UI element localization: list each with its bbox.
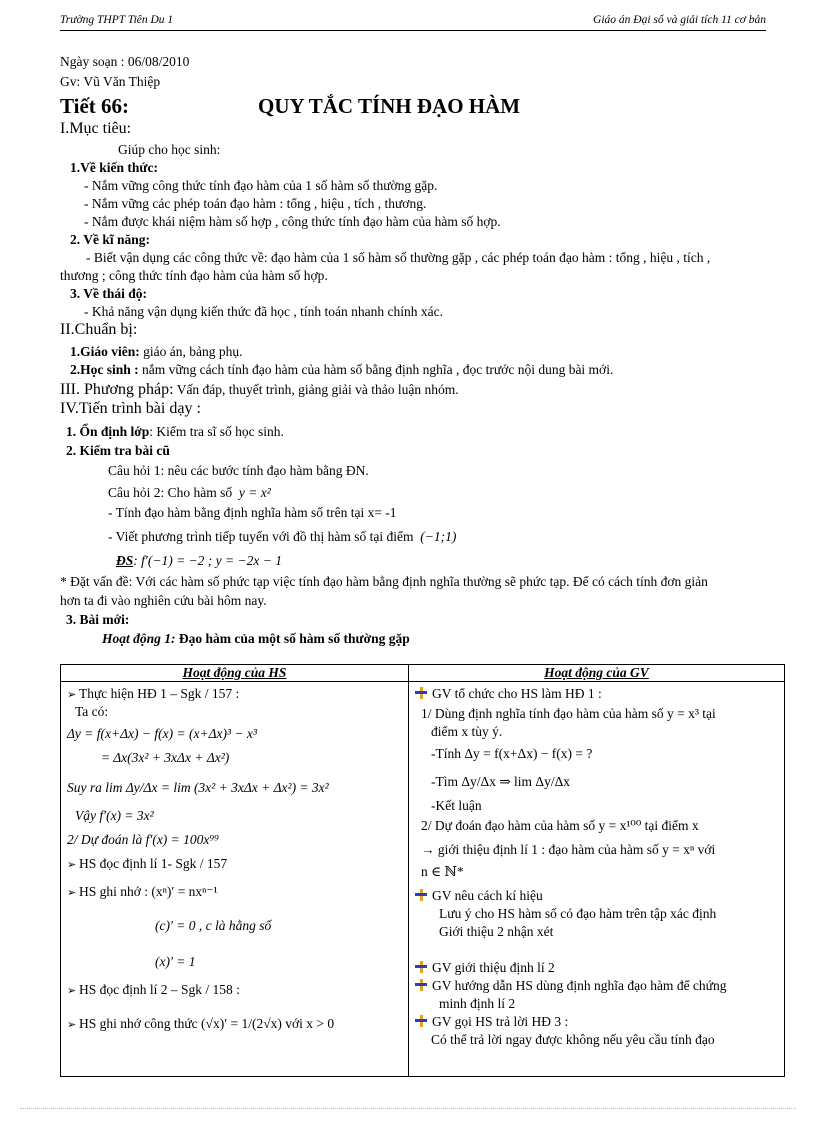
- teacher-prep-label: 1.Giáo viên:: [70, 344, 140, 359]
- teacher-name: Gv: Vũ Văn Thiệp: [60, 74, 161, 89]
- old-lesson-check-label: 2. Kiểm tra bài cũ: [66, 443, 170, 458]
- activity-line: [67, 686, 239, 703]
- student-prep-label: 2.Học sinh :: [70, 362, 139, 377]
- page-header: [60, 14, 766, 31]
- activity-line: [415, 960, 555, 976]
- activity-text: Đạo hàm của một số hàm số thường gặp: [175, 631, 410, 646]
- activity-text: GV hướng dẫn HS dùng định nghĩa đạo hàm để chứng: [432, 978, 727, 993]
- activity-line: [439, 996, 515, 1012]
- activity-text: GV gọi HS trả lời HĐ 3 :: [432, 1014, 569, 1029]
- teacher-marker-icon: [415, 1015, 427, 1027]
- activity-text: 1/ Dùng định nghĩa tính đạo hàm của hàm số y = x³ tại: [421, 706, 716, 721]
- activity-line: [67, 856, 227, 873]
- section-method: [60, 382, 459, 398]
- bullet-arrow-icon: ➢: [67, 689, 79, 701]
- activity-text: HS ghi nhớ công thức (√x)′ = 1/(2√x) với x > 0: [78, 1016, 335, 1031]
- activity-text: -Kết luận: [431, 798, 482, 813]
- activity-text: Giới thiệu 2 nhận xét: [439, 924, 554, 939]
- teacher-marker-icon: [415, 979, 427, 991]
- activity-text: n ∈ ℕ*: [421, 864, 464, 879]
- activity-line: [431, 724, 502, 740]
- activity-text: (c)′ = 0 , c là hằng số: [155, 918, 272, 933]
- activity-text: → giới thiệu định lí 1 : đạo hàm của hàm số y = xⁿ với: [421, 842, 716, 857]
- column-header-student: Hoạt động của HS: [61, 665, 409, 682]
- activity-text: minh định lí 2: [439, 996, 516, 1011]
- activity-line: [421, 864, 464, 880]
- activity-text: (x)′ = 1: [155, 954, 196, 969]
- activity-line: [155, 918, 271, 934]
- section-procedure: IV.Tiến trình bài dạy :: [60, 400, 201, 417]
- activity-line: [155, 954, 196, 970]
- answer: [116, 553, 282, 569]
- activity-title: [102, 631, 410, 647]
- activity-line: [67, 1016, 334, 1033]
- question-2-text: Câu hỏi 2: Cho hàm số: [108, 485, 233, 500]
- page-bottom-border: [20, 1108, 796, 1109]
- teacher-marker-icon: [415, 889, 427, 901]
- activity-line: [421, 818, 699, 834]
- teacher-activities: [409, 682, 784, 1076]
- activity-text: 2/ Dự đoán đạo hàm của hàm số y = x¹⁰⁰ tại điểm x: [421, 818, 699, 833]
- new-lesson-label: 3. Bài mới:: [66, 612, 130, 627]
- activity-line: [421, 706, 716, 722]
- activity-line: [67, 982, 240, 999]
- question-1: Câu hỏi 1: nêu các bước tính đạo hàm bằng ĐN.: [108, 463, 369, 478]
- activity-line: [67, 832, 219, 848]
- knowledge-heading: 1.Về kiến thức:: [70, 160, 158, 175]
- activity-line: [431, 1032, 715, 1048]
- activity-label: Hoạt động 1:: [102, 631, 176, 646]
- bullet-arrow-icon: ➢: [67, 859, 79, 871]
- question-2b-math: (−1;1): [420, 529, 457, 544]
- student-prep: [70, 362, 613, 378]
- activity-line: [75, 704, 108, 720]
- activity-line: [415, 978, 727, 994]
- activity-line: [67, 780, 329, 796]
- knowledge-item: - Nắm vững các phép toán đạo hàm : tổng , hiệu , tích , thương.: [84, 196, 427, 211]
- activity-line: [415, 1014, 568, 1030]
- bullet-arrow-icon: ➢: [67, 1019, 79, 1031]
- column-header-teacher: Hoạt động của GV: [409, 665, 785, 682]
- page-title: QUY TẮC TÍNH ĐẠO HÀM: [258, 94, 521, 118]
- activity-text: điểm x tùy ý.: [431, 724, 503, 739]
- activity-text: GV tổ chức cho HS làm HĐ 1 :: [432, 686, 602, 701]
- attitude-item: - Khả năng vận dụng kiến thức đã học , tính toán nhanh chính xác.: [84, 304, 443, 319]
- activity-text: Δy = f(x+Δx) − f(x) = (x+Δx)³ − x³: [67, 726, 257, 741]
- question-2: [108, 485, 271, 501]
- question-2-math: y = x²: [238, 485, 271, 500]
- student-prep-text: nắm vững cách tính đạo hàm của hàm số bằng định nghĩa , đọc trước nội dung bài mới.: [138, 362, 614, 377]
- activity-line: [101, 750, 229, 766]
- objectives-intro: Giúp cho học sinh:: [118, 142, 221, 157]
- activity-line: [67, 726, 257, 742]
- knowledge-item: - Nắm được khái niệm hàm số hợp , công thức tính đạo hàm của hàm số hợp.: [84, 214, 501, 229]
- class-stabilize: [66, 424, 284, 440]
- method-heading: III. Phương pháp:: [60, 381, 174, 398]
- activity-text: -Tính Δy = f(x+Δx) − f(x) = ?: [431, 746, 593, 761]
- activity-line: [415, 686, 602, 702]
- activity-line: [75, 808, 154, 824]
- activity-text: GV nêu cách kí hiệu: [432, 888, 543, 903]
- activity-line: [439, 906, 716, 922]
- section-objectives: I.Mục tiêu:: [60, 120, 132, 137]
- activity-text: HS đọc định lí 1- Sgk / 157: [78, 856, 228, 871]
- activity-line: [67, 884, 218, 901]
- knowledge-item: - Nắm vững công thức tính đạo hàm của 1 số hàm số thường gặp.: [84, 178, 438, 193]
- bullet-arrow-icon: ➢: [67, 887, 79, 899]
- activity-text: Suy ra lim Δy/Δx = lim (3x² + 3xΔx + Δx²) = 3x²: [67, 780, 329, 795]
- skill-heading: 2. Về kĩ năng:: [70, 232, 151, 247]
- problem-statement-cont: hơn ta đi vào nghiên cứu bài hôm nay.: [60, 593, 267, 608]
- bullet-arrow-icon: ➢: [67, 985, 79, 997]
- activity-text: 2/ Dự đoán là f′(x) = 100x⁹⁹: [67, 832, 219, 847]
- teacher-prep: [70, 344, 242, 360]
- lesson-number: Tiết 66:: [60, 94, 130, 118]
- activity-line: [431, 798, 482, 814]
- teacher-prep-text: giáo án, bảng phụ.: [139, 344, 243, 359]
- header-school: Trường THPT Tiên Du 1: [60, 14, 174, 26]
- activity-line: [415, 888, 543, 904]
- answer-math: : f′(−1) = −2 ; y = −2x − 1: [133, 553, 282, 568]
- question-2a: - Tính đạo hàm bằng định nghĩa hàm số trên tại x= -1: [108, 505, 397, 520]
- activity-text: Thực hiện HĐ 1 – Sgk / 157 :: [78, 686, 240, 701]
- activity-line: [431, 774, 570, 790]
- question-2b: [108, 529, 456, 545]
- activity-text: Ta có:: [75, 704, 109, 719]
- activity-line: [431, 746, 592, 762]
- activity-text: = Δx(3x² + 3xΔx + Δx²): [101, 750, 230, 765]
- question-2b-text: - Viết phương trình tiếp tuyến với đồ thị hàm số tại điểm: [108, 529, 414, 544]
- class-stabilize-label: 1. Ổn định lớp: [66, 424, 150, 439]
- activity-text: GV giới thiệu định lí 2: [432, 960, 555, 975]
- answer-label: ĐS: [116, 553, 134, 568]
- activity-text: Lưu ý cho HS hàm số có đạo hàm trên tập xác định: [439, 906, 717, 921]
- prep-date: Ngày soạn : 06/08/2010: [60, 54, 190, 69]
- activity-text: -Tìm Δy/Δx ⇒ lim Δy/Δx: [431, 774, 571, 789]
- activity-line: [421, 842, 715, 858]
- problem-statement: * Đặt vấn đề: Với các hàm số phức tạp việc tính đạo hàm bằng định nghĩa thường sẽ phức tạp. Để có cách tính đơn giản: [60, 574, 708, 589]
- student-activities: [61, 682, 408, 1076]
- activity-table: [60, 664, 785, 1077]
- attitude-heading: 3. Về thái độ:: [70, 286, 148, 301]
- skill-item-cont: thương ; công thức tính đạo hàm của hàm số hợp.: [60, 268, 328, 283]
- header-subject: Giáo án Đại số và giải tích 11 cơ bản: [593, 14, 766, 26]
- teacher-marker-icon: [415, 961, 427, 973]
- activity-text: Có thể trả lời ngay được không nếu yêu cầu tính đạo: [431, 1032, 715, 1047]
- activity-text: HS đọc định lí 2 – Sgk / 158 :: [78, 982, 240, 997]
- class-stabilize-text: : Kiểm tra sĩ số học sinh.: [149, 424, 284, 439]
- activity-line: [439, 924, 553, 940]
- section-preparation: II.Chuẩn bị:: [60, 321, 138, 338]
- activity-text: HS ghi nhớ : (xⁿ)′ = nxⁿ⁻¹: [78, 884, 218, 899]
- method-text: Vấn đáp, thuyết trình, giảng giải và thảo luận nhóm.: [173, 382, 459, 397]
- skill-item: - Biết vận dụng các công thức về: đạo hàm của 1 số hàm số thường gặp , các phép toán đạo hàm : tổng , hiệu , tích ,: [86, 250, 711, 265]
- activity-text: Vậy f′(x) = 3x²: [75, 808, 154, 823]
- teacher-marker-icon: [415, 687, 427, 699]
